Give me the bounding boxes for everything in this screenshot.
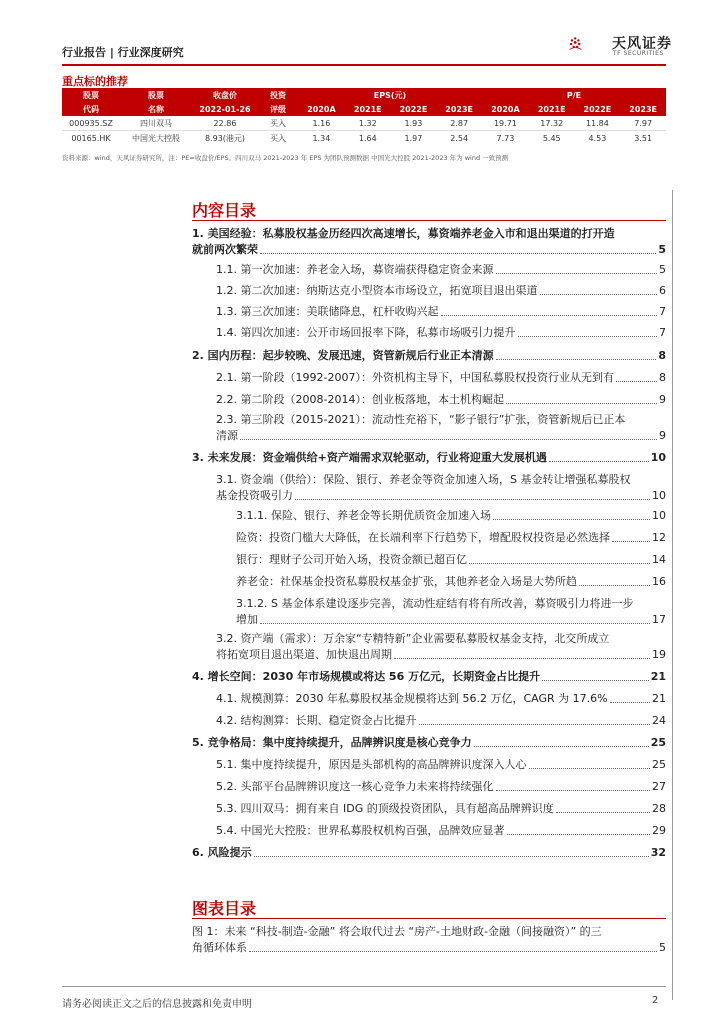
footer-rule (62, 986, 666, 987)
toc-page: 14 (652, 553, 666, 566)
cell: 8.93(港元) (204, 133, 246, 143)
th2-date: 2022-01-26 (192, 102, 258, 116)
toc-entry-text: 养老金：社保基金投资私募股权基金扩张，其他养老金入场是大势所趋 (236, 575, 577, 588)
toc-entry-text: 2.3. 第三阶段（2015-2021）：流动性充裕下，“影子银行”扩张，资管新规后已正本 (216, 413, 626, 426)
recommend-table (62, 88, 666, 145)
toc-page: 7 (659, 305, 666, 318)
toc-entry-pension[interactable] (236, 574, 666, 590)
toc-entry-4-2[interactable] (216, 713, 666, 729)
toc-page: 9 (659, 429, 666, 442)
cell: 19.71 (482, 116, 529, 131)
report-category: 行业报告 | 行业深度研究 (62, 46, 184, 59)
cell: 4.53 (588, 133, 607, 143)
toc-page: 29 (652, 824, 666, 837)
toc-entry-2-3[interactable] (216, 412, 666, 444)
th2-pe-2022e: 2022E (575, 102, 621, 116)
toc-entry-5-4[interactable] (216, 823, 666, 839)
toc-entry-text: 2.1. 第一阶段（1992-2007）：外资机构主导下，中国私募股权投资行业从无到有 (216, 371, 614, 384)
table-source-note: 资料来源：wind，天风证券研究所，注：PE=收盘价/EPS。四川双马 2021-2023 年 EPS 为团队预测数据 中国光大控股 2021-2023 年为 wind 一致预测 (62, 154, 509, 162)
toc-rule (192, 220, 666, 221)
toc-page: 16 (652, 575, 666, 588)
toc-page: 5 (659, 263, 666, 276)
toc-page: 8 (658, 349, 666, 362)
toc-page: 21 (650, 670, 666, 683)
toc-entry-text-cont: 就前两次繁荣 (192, 243, 258, 256)
cell: 1.97 (404, 133, 423, 143)
cell: 1.93 (391, 116, 437, 131)
toc-entry-5-1[interactable] (216, 757, 666, 773)
toc-entry-text: 银行：理财子公司开始入场，投资金额已超百亿 (236, 553, 467, 566)
cell: 3.51 (634, 133, 653, 143)
toc-page: 24 (652, 714, 666, 727)
cell: 5.45 (542, 133, 561, 143)
toc-entry-4[interactable] (192, 669, 666, 685)
toc-page: 25 (652, 758, 666, 771)
cell: 买入 (270, 133, 286, 143)
cell: 2.54 (450, 133, 469, 143)
toc-entry-text: 1.2. 第二次加速：纳斯达克小型资本市场设立，拓宽项目退出渠道 (216, 284, 538, 297)
toc-entry-4-1[interactable] (216, 691, 666, 707)
figure-toc-title: 图表目录 (192, 899, 257, 918)
toc-entry-text-cont: 基金投资吸引力 (216, 489, 293, 502)
header-rule (62, 64, 666, 66)
toc-entry-text-cont: 清源 (216, 429, 238, 442)
th2-eps-2023e: 2023E (436, 102, 482, 116)
logo-name: 天风证券 (612, 36, 672, 52)
th2-pe-2020a: 2020A (482, 102, 529, 116)
toc-page: 10 (652, 509, 666, 522)
toc-entry-text: 4.1. 规模测算：2030 年私募股权基金规模将达到 56.2 万亿，CAGR 为 17.6% (216, 692, 608, 705)
th-close: 收盘价 (192, 88, 258, 102)
toc-entry-3-2[interactable] (216, 631, 666, 663)
toc-entry-1-2[interactable] (216, 283, 666, 299)
toc-entry-2-2[interactable] (216, 392, 666, 408)
toc-page: 21 (652, 692, 666, 705)
toc-entry-text: 险资：投资门槛大大降低，在长端利率下行趋势下，增配股权投资是必然选择 (236, 531, 610, 544)
figure-toc-rule (192, 918, 666, 919)
toc-entry-2[interactable] (192, 348, 666, 364)
th-eps: EPS(元) (298, 88, 482, 102)
figure-toc-text: 图 1：未来 “科技-制造-金融” 将会取代过去 “房产-土地财政-金融（间接融资）” 的三 (192, 925, 602, 938)
th2-eps-2022e: 2022E (391, 102, 437, 116)
margin-rule (672, 190, 673, 1000)
cell: 1.64 (358, 133, 377, 143)
page-number: 2 (652, 995, 659, 1006)
toc-page: 5 (658, 243, 666, 256)
cell: 000935.SZ (62, 116, 120, 131)
toc-page: 19 (652, 648, 666, 661)
th2-eps-2020a: 2020A (298, 102, 345, 116)
toc-page: 6 (659, 284, 666, 297)
th2-eps-2021e: 2021E (345, 102, 391, 116)
toc-entry-text: 5.4. 中国光大控股：世界私募股权机构百强，品牌效应显著 (216, 824, 505, 837)
toc-entry-2-1[interactable] (216, 370, 666, 386)
cell: 22.86 (192, 116, 258, 131)
toc-page: 27 (652, 780, 666, 793)
cell: 1.16 (298, 116, 345, 131)
figure-toc-entry-1[interactable] (192, 924, 666, 956)
toc-entry-3[interactable] (192, 450, 666, 466)
tianfeng-logo-icon (568, 24, 612, 64)
cell: 7.97 (620, 116, 666, 131)
toc-title: 内容目录 (192, 201, 257, 220)
toc-entry-1[interactable] (192, 226, 666, 258)
toc-page: 17 (652, 613, 666, 626)
toc-page: 28 (652, 802, 666, 815)
th2-rating: 评级 (258, 102, 298, 116)
recommend-title: 重点标的推荐 (62, 75, 128, 88)
toc-entry-bank[interactable] (236, 552, 666, 568)
cell: 中国光大控股 (132, 133, 180, 143)
cell: 1.34 (312, 133, 331, 143)
toc-entry-text: 3.1.1. 保险、银行、养老金等长期优质资金加速入场 (236, 509, 491, 522)
cell: 买入 (258, 116, 298, 131)
th2-pe-2021e: 2021E (529, 102, 575, 116)
toc-entry-1-4[interactable] (216, 325, 666, 341)
toc-entry-text: 4.2. 结构测算：长期、稳定资金占比提升 (216, 714, 417, 727)
toc-entry-1-3[interactable] (216, 304, 666, 320)
cell: 四川双马 (120, 116, 192, 131)
cell: 11.84 (575, 116, 621, 131)
th2-code: 代码 (62, 102, 120, 116)
th2-name: 名称 (120, 102, 192, 116)
toc-entry-text: 3.1. 资金端（供给）：保险、银行、养老金等资金加速入场，S 基金转让增强私募股权 (216, 473, 631, 486)
toc-entry-6[interactable] (192, 845, 666, 861)
toc-entry-text: 6. 风险提示 (192, 846, 252, 859)
table-row (62, 131, 666, 146)
toc-entry-text: 1.1. 第一次加速：养老金入场，募资端获得稳定资金来源 (216, 263, 494, 276)
toc-entry-5[interactable] (192, 735, 666, 751)
toc-entry-5-2[interactable] (216, 779, 666, 795)
cell: 00165.HK (71, 133, 111, 143)
table-row (62, 116, 666, 131)
toc-entry-text: 5.2. 头部平台品牌辨识度这一核心竞争力未来将持续强化 (216, 780, 494, 793)
cell: 2.87 (436, 116, 482, 131)
toc-entry-text: 4. 增长空间：2030 年市场规模或将达 56 万亿元，长期资金占比提升 (192, 670, 541, 683)
toc-page: 32 (650, 846, 666, 859)
toc-entry-text: 3.1.2. S 基金体系建设逐步完善，流动性症结有将有所改善，募资吸引力将进一步 (236, 597, 634, 610)
toc-entry-5-3[interactable] (216, 801, 666, 817)
toc-entry-text: 2. 国内历程：起步较晚、发展迅速，资管新规后行业正本清源 (192, 349, 494, 362)
toc-entry-3-1-1[interactable] (236, 508, 666, 524)
th2-pe-2023e: 2023E (620, 102, 666, 116)
logo-subtitle: TF SECURITIES (613, 50, 664, 57)
toc-entry-3-1[interactable] (216, 472, 666, 504)
toc-entry-text: 1.4. 第四次加速：公开市场回报率下降，私募市场吸引力提升 (216, 326, 516, 339)
toc-page: 10 (652, 489, 666, 502)
toc-entry-text: 1. 美国经验：私募股权基金历经四次高速增长，募资端养老金入市和退出渠道的打开造 (192, 227, 615, 240)
toc-entry-text: 5.1. 集中度持续提升，原因是头部机构的高品牌辨识度深入人心 (216, 758, 527, 771)
footer-disclaimer: 请务必阅读正文之后的信息披露和免责申明 (62, 999, 252, 1010)
toc-page: 5 (659, 941, 666, 954)
toc-entry-text-cont: 增加 (236, 613, 258, 626)
toc-entry-text: 3. 未来发展：资金端供给+资产端需求双轮驱动，行业将迎重大发展机遇 (192, 451, 547, 464)
toc-page: 12 (652, 531, 666, 544)
toc-entry-insurance[interactable] (236, 530, 666, 546)
toc-entry-1-1[interactable] (216, 262, 666, 278)
toc-entry-text: 5.3. 四川双马：拥有来自 IDG 的顶级投资团队，具有超高品牌辨识度 (216, 802, 554, 815)
cell: 1.32 (345, 116, 391, 131)
toc-entry-text-cont: 将拓宽项目退出渠道、加快退出周期 (216, 648, 392, 661)
th-rating: 投资 (258, 88, 298, 102)
toc-entry-text: 5. 竞争格局：集中度持续提升，品牌辨识度是核心竞争力 (192, 736, 472, 749)
th-stock-name: 股票 (120, 88, 192, 102)
toc-entry-text: 1.3. 第三次加速：美联储降息，杠杆收购兴起 (216, 305, 439, 318)
toc-page: 8 (659, 371, 666, 384)
toc-entry-text: 3.2. 资产端（需求）：万余家“专精特新”企业需要私募股权基金支持，北交所成立 (216, 632, 610, 645)
toc-entry-3-1-2[interactable] (236, 596, 666, 628)
figure-toc-text-cont: 角循环体系 (192, 941, 247, 954)
th-pe: P/E (482, 88, 666, 102)
cell: 7.73 (496, 133, 515, 143)
toc-page: 9 (659, 393, 666, 406)
toc-entry-text: 2.2. 第二阶段（2008-2014）：创业板落地，本土机构崛起 (216, 393, 504, 406)
toc-page: 10 (650, 451, 666, 464)
toc-page: 25 (650, 736, 666, 749)
th-stock-code: 股票 (62, 88, 120, 102)
cell: 17.32 (529, 116, 575, 131)
toc-page: 7 (659, 326, 666, 339)
